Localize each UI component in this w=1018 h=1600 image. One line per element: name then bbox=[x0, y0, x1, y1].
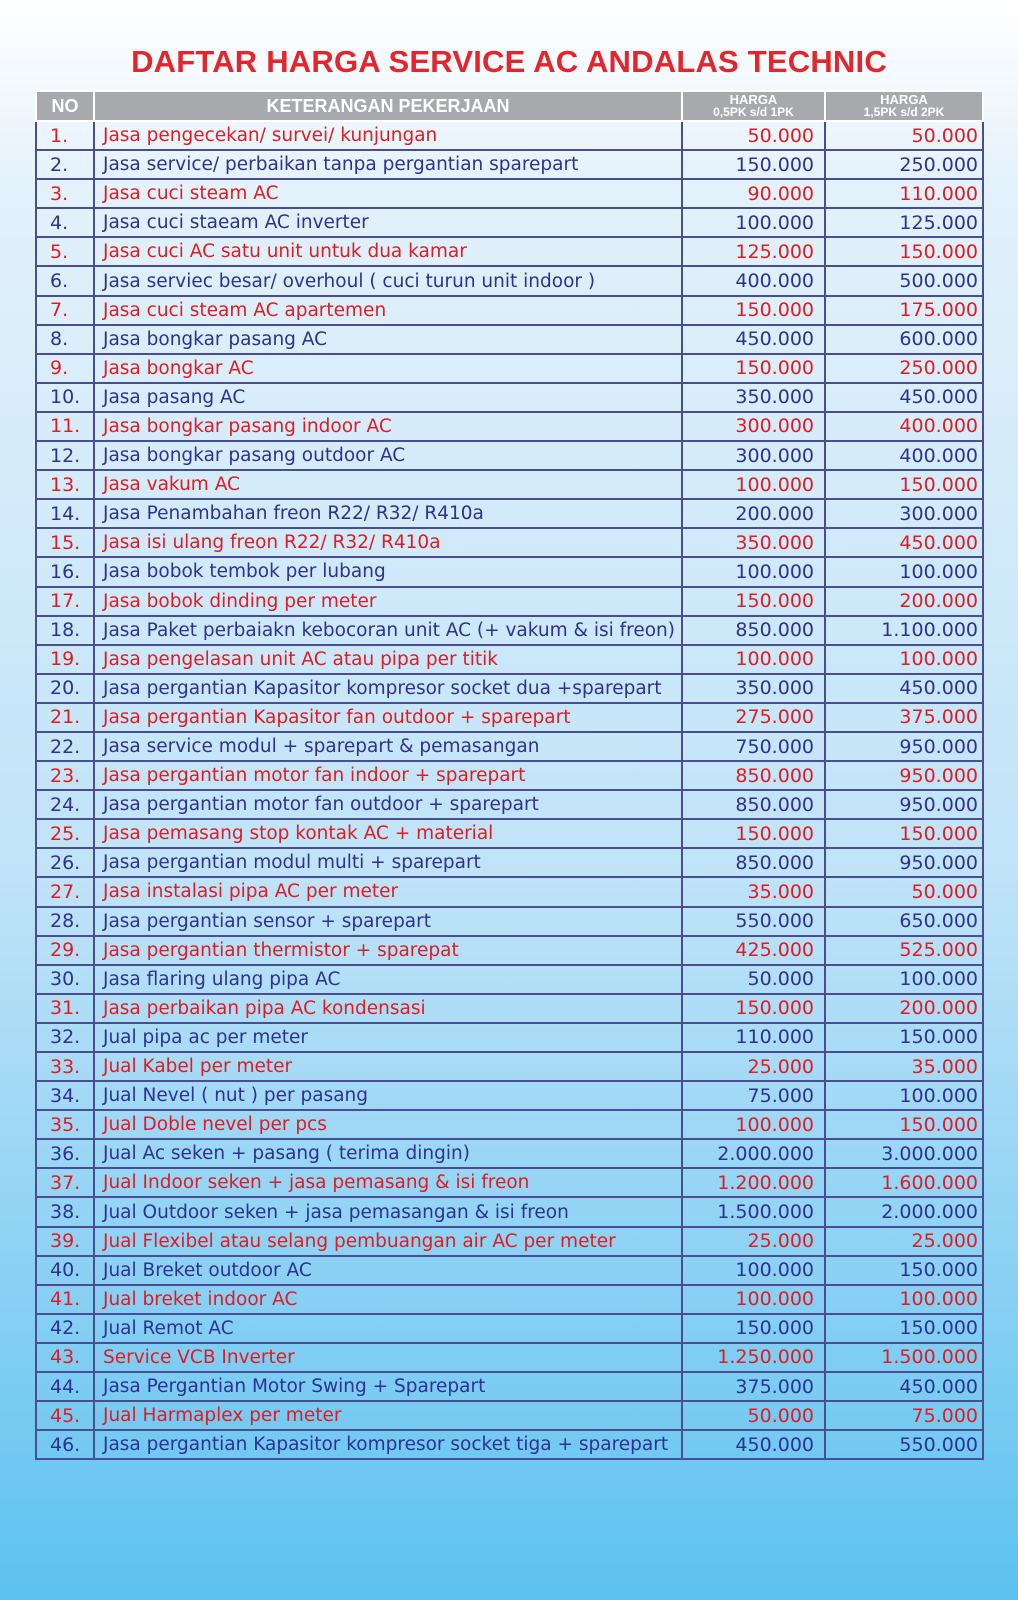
row-price-large: 175.000 bbox=[825, 296, 983, 325]
table-row bbox=[36, 470, 983, 499]
row-price-large: 950.000 bbox=[825, 761, 983, 790]
row-price-small: 1.200.000 bbox=[682, 1168, 825, 1197]
row-price-small: 300.000 bbox=[682, 412, 825, 441]
row-description: Jasa isi ulang freon R22/ R32/ R410a bbox=[94, 528, 682, 557]
table-row bbox=[36, 1081, 983, 1110]
row-price-small: 90.000 bbox=[682, 179, 825, 208]
row-number: 19. bbox=[36, 645, 94, 674]
row-price-large: 950.000 bbox=[825, 790, 983, 819]
row-number: 1. bbox=[36, 121, 94, 150]
row-description: Jasa instalasi pipa AC per meter bbox=[94, 877, 682, 906]
row-number: 43. bbox=[36, 1343, 94, 1372]
row-price-small: 100.000 bbox=[682, 208, 825, 237]
row-number: 17. bbox=[36, 587, 94, 616]
row-description: Jasa Paket perbaiakn kebocoran unit AC (+ vakum & isi freon) bbox=[94, 616, 682, 645]
row-number: 38. bbox=[36, 1197, 94, 1226]
row-price-large: 450.000 bbox=[825, 1372, 983, 1401]
row-number: 10. bbox=[36, 383, 94, 412]
row-description: Jasa pergantian motor fan indoor + sparepart bbox=[94, 761, 682, 790]
row-price-large: 450.000 bbox=[825, 528, 983, 557]
row-description: Jual Nevel ( nut ) per pasang bbox=[94, 1081, 682, 1110]
table-row bbox=[36, 1168, 983, 1197]
row-number: 44. bbox=[36, 1372, 94, 1401]
row-price-large: 450.000 bbox=[825, 674, 983, 703]
row-price-small: 150.000 bbox=[682, 296, 825, 325]
table-row bbox=[36, 208, 983, 237]
row-number: 40. bbox=[36, 1256, 94, 1285]
table-row bbox=[36, 1372, 983, 1401]
row-description: Jasa flaring ulang pipa AC bbox=[94, 965, 682, 994]
table-header-row bbox=[36, 91, 983, 121]
row-description: Jasa bongkar pasang outdoor AC bbox=[94, 441, 682, 470]
row-price-large: 375.000 bbox=[825, 703, 983, 732]
row-description: Jasa serviec besar/ overhoul ( cuci turun unit indoor ) bbox=[94, 266, 682, 295]
table-row bbox=[36, 877, 983, 906]
row-price-small: 150.000 bbox=[682, 150, 825, 179]
row-price-large: 250.000 bbox=[825, 354, 983, 383]
row-number: 22. bbox=[36, 732, 94, 761]
row-number: 5. bbox=[36, 237, 94, 266]
table-row bbox=[36, 674, 983, 703]
row-price-large: 200.000 bbox=[825, 994, 983, 1023]
header-price-large-title: HARGA bbox=[880, 92, 928, 107]
row-price-large: 150.000 bbox=[825, 237, 983, 266]
row-description: Jual Doble nevel per pcs bbox=[94, 1110, 682, 1139]
row-description: Jasa Penambahan freon R22/ R32/ R410a bbox=[94, 499, 682, 528]
table-row bbox=[36, 936, 983, 965]
table-row bbox=[36, 1430, 983, 1459]
row-number: 35. bbox=[36, 1110, 94, 1139]
row-price-small: 100.000 bbox=[682, 557, 825, 586]
row-description: Jasa cuci AC satu unit untuk dua kamar bbox=[94, 237, 682, 266]
table-row bbox=[36, 1052, 983, 1081]
row-number: 29. bbox=[36, 936, 94, 965]
row-price-large: 25.000 bbox=[825, 1227, 983, 1256]
row-price-large: 950.000 bbox=[825, 732, 983, 761]
row-number: 32. bbox=[36, 1023, 94, 1052]
row-description: Jasa pergantian Kapasitor fan outdoor + sparepart bbox=[94, 703, 682, 732]
row-description: Jasa cuci steam AC bbox=[94, 179, 682, 208]
row-price-small: 25.000 bbox=[682, 1052, 825, 1081]
row-price-small: 850.000 bbox=[682, 616, 825, 645]
table-row bbox=[36, 499, 983, 528]
row-number: 13. bbox=[36, 470, 94, 499]
table-row bbox=[36, 965, 983, 994]
row-number: 31. bbox=[36, 994, 94, 1023]
row-price-large: 525.000 bbox=[825, 936, 983, 965]
row-number: 26. bbox=[36, 848, 94, 877]
row-price-small: 150.000 bbox=[682, 587, 825, 616]
row-price-small: 50.000 bbox=[682, 121, 825, 150]
row-number: 3. bbox=[36, 179, 94, 208]
row-price-large: 150.000 bbox=[825, 1023, 983, 1052]
table-row bbox=[36, 296, 983, 325]
row-price-small: 150.000 bbox=[682, 819, 825, 848]
table-row bbox=[36, 1197, 983, 1226]
table-row bbox=[36, 1256, 983, 1285]
row-description: Jasa bongkar pasang AC bbox=[94, 325, 682, 354]
row-number: 28. bbox=[36, 907, 94, 936]
table-row bbox=[36, 412, 983, 441]
row-price-large: 100.000 bbox=[825, 1285, 983, 1314]
row-description: Jasa bobok tembok per lubang bbox=[94, 557, 682, 586]
row-price-small: 50.000 bbox=[682, 1401, 825, 1430]
row-price-large: 450.000 bbox=[825, 383, 983, 412]
row-description: Jasa pengelasan unit AC atau pipa per titik bbox=[94, 645, 682, 674]
row-price-large: 100.000 bbox=[825, 645, 983, 674]
table-row bbox=[36, 150, 983, 179]
price-table bbox=[35, 90, 984, 1460]
row-price-large: 550.000 bbox=[825, 1430, 983, 1459]
row-description: Jasa cuci staeam AC inverter bbox=[94, 208, 682, 237]
table-row bbox=[36, 1285, 983, 1314]
row-price-large: 100.000 bbox=[825, 1081, 983, 1110]
row-price-small: 25.000 bbox=[682, 1227, 825, 1256]
row-price-large: 1.500.000 bbox=[825, 1343, 983, 1372]
row-price-small: 125.000 bbox=[682, 237, 825, 266]
row-description: Jasa pengecekan/ survei/ kunjungan bbox=[94, 121, 682, 150]
row-description: Jasa pergantian thermistor + sparepat bbox=[94, 936, 682, 965]
table-row bbox=[36, 790, 983, 819]
table-row bbox=[36, 1401, 983, 1430]
table-row bbox=[36, 325, 983, 354]
row-price-small: 350.000 bbox=[682, 528, 825, 557]
row-price-small: 375.000 bbox=[682, 1372, 825, 1401]
table-row bbox=[36, 616, 983, 645]
row-number: 24. bbox=[36, 790, 94, 819]
row-price-large: 400.000 bbox=[825, 412, 983, 441]
row-description: Jasa bobok dinding per meter bbox=[94, 587, 682, 616]
row-price-large: 150.000 bbox=[825, 819, 983, 848]
row-description: Jasa pemasang stop kontak AC + material bbox=[94, 819, 682, 848]
row-price-small: 100.000 bbox=[682, 1285, 825, 1314]
row-number: 15. bbox=[36, 528, 94, 557]
row-price-small: 1.500.000 bbox=[682, 1197, 825, 1226]
row-price-large: 250.000 bbox=[825, 150, 983, 179]
row-price-large: 3.000.000 bbox=[825, 1139, 983, 1168]
row-number: 2. bbox=[36, 150, 94, 179]
row-price-large: 100.000 bbox=[825, 557, 983, 586]
row-number: 46. bbox=[36, 1430, 94, 1459]
row-price-small: 150.000 bbox=[682, 354, 825, 383]
table-row bbox=[36, 994, 983, 1023]
row-number: 7. bbox=[36, 296, 94, 325]
table-row bbox=[36, 121, 983, 150]
row-price-small: 35.000 bbox=[682, 877, 825, 906]
table-row bbox=[36, 732, 983, 761]
row-price-small: 75.000 bbox=[682, 1081, 825, 1110]
table-row bbox=[36, 266, 983, 295]
row-description: Jasa cuci steam AC apartemen bbox=[94, 296, 682, 325]
row-description: Jual pipa ac per meter bbox=[94, 1023, 682, 1052]
row-price-large: 400.000 bbox=[825, 441, 983, 470]
row-number: 14. bbox=[36, 499, 94, 528]
row-number: 45. bbox=[36, 1401, 94, 1430]
row-price-large: 75.000 bbox=[825, 1401, 983, 1430]
header-price-large bbox=[825, 91, 983, 121]
row-number: 4. bbox=[36, 208, 94, 237]
header-description: KETERANGAN PEKERJAAN bbox=[94, 91, 682, 121]
row-number: 39. bbox=[36, 1227, 94, 1256]
row-description: Jual Flexibel atau selang pembuangan air AC per meter bbox=[94, 1227, 682, 1256]
table-row bbox=[36, 645, 983, 674]
row-description: Jasa bongkar pasang indoor AC bbox=[94, 412, 682, 441]
row-number: 41. bbox=[36, 1285, 94, 1314]
row-price-large: 200.000 bbox=[825, 587, 983, 616]
row-number: 37. bbox=[36, 1168, 94, 1197]
row-price-small: 400.000 bbox=[682, 266, 825, 295]
row-number: 27. bbox=[36, 877, 94, 906]
row-number: 16. bbox=[36, 557, 94, 586]
table-row bbox=[36, 819, 983, 848]
row-price-large: 600.000 bbox=[825, 325, 983, 354]
row-price-large: 125.000 bbox=[825, 208, 983, 237]
table-row bbox=[36, 441, 983, 470]
row-price-large: 50.000 bbox=[825, 121, 983, 150]
row-description: Jasa pergantian modul multi + sparepart bbox=[94, 848, 682, 877]
row-description: Jual Outdoor seken + jasa pemasangan & isi freon bbox=[94, 1197, 682, 1226]
row-price-large: 150.000 bbox=[825, 470, 983, 499]
row-price-large: 650.000 bbox=[825, 907, 983, 936]
row-number: 11. bbox=[36, 412, 94, 441]
row-price-small: 1.250.000 bbox=[682, 1343, 825, 1372]
row-number: 18. bbox=[36, 616, 94, 645]
row-price-large: 150.000 bbox=[825, 1256, 983, 1285]
table-body bbox=[36, 121, 983, 1459]
header-price-large-range: 1,5PK s/d 2PK bbox=[863, 105, 945, 119]
row-description: Jasa bongkar AC bbox=[94, 354, 682, 383]
row-price-small: 100.000 bbox=[682, 645, 825, 674]
row-description: Jual Indoor seken + jasa pemasang & isi freon bbox=[94, 1168, 682, 1197]
table-row bbox=[36, 557, 983, 586]
row-price-small: 450.000 bbox=[682, 1430, 825, 1459]
row-price-small: 50.000 bbox=[682, 965, 825, 994]
row-price-large: 50.000 bbox=[825, 877, 983, 906]
row-number: 9. bbox=[36, 354, 94, 383]
row-price-small: 110.000 bbox=[682, 1023, 825, 1052]
row-price-small: 450.000 bbox=[682, 325, 825, 354]
header-price-small bbox=[682, 91, 825, 121]
row-price-large: 110.000 bbox=[825, 179, 983, 208]
table-row bbox=[36, 703, 983, 732]
row-description: Jasa pergantian Kapasitor kompresor socket tiga + sparepart bbox=[94, 1430, 682, 1459]
table-row bbox=[36, 528, 983, 557]
row-price-large: 35.000 bbox=[825, 1052, 983, 1081]
row-description: Jasa perbaikan pipa AC kondensasi bbox=[94, 994, 682, 1023]
row-number: 33. bbox=[36, 1052, 94, 1081]
row-number: 6. bbox=[36, 266, 94, 295]
row-price-large: 950.000 bbox=[825, 848, 983, 877]
row-number: 12. bbox=[36, 441, 94, 470]
row-description: Jual Kabel per meter bbox=[94, 1052, 682, 1081]
table-row bbox=[36, 587, 983, 616]
row-price-large: 1.600.000 bbox=[825, 1168, 983, 1197]
table-row bbox=[36, 354, 983, 383]
row-price-small: 2.000.000 bbox=[682, 1139, 825, 1168]
row-number: 42. bbox=[36, 1314, 94, 1343]
row-number: 34. bbox=[36, 1081, 94, 1110]
row-price-small: 275.000 bbox=[682, 703, 825, 732]
row-price-small: 850.000 bbox=[682, 761, 825, 790]
table-row bbox=[36, 761, 983, 790]
row-number: 8. bbox=[36, 325, 94, 354]
row-price-large: 100.000 bbox=[825, 965, 983, 994]
row-description: Jual Breket outdoor AC bbox=[94, 1256, 682, 1285]
row-description: Jasa pergantian Kapasitor kompresor socket dua +sparepart bbox=[94, 674, 682, 703]
row-description: Service VCB Inverter bbox=[94, 1343, 682, 1372]
row-description: Jual Ac seken + pasang ( terima dingin) bbox=[94, 1139, 682, 1168]
row-price-small: 550.000 bbox=[682, 907, 825, 936]
table-row bbox=[36, 907, 983, 936]
row-price-small: 350.000 bbox=[682, 674, 825, 703]
row-price-large: 2.000.000 bbox=[825, 1197, 983, 1226]
row-price-small: 850.000 bbox=[682, 848, 825, 877]
table-row bbox=[36, 1110, 983, 1139]
row-price-large: 300.000 bbox=[825, 499, 983, 528]
table-row bbox=[36, 1023, 983, 1052]
table-row bbox=[36, 1227, 983, 1256]
header-no: NO bbox=[36, 91, 94, 121]
row-price-small: 150.000 bbox=[682, 1314, 825, 1343]
row-description: Jasa pergantian motor fan outdoor + sparepart bbox=[94, 790, 682, 819]
row-description: Jual Remot AC bbox=[94, 1314, 682, 1343]
row-description: Jasa pasang AC bbox=[94, 383, 682, 412]
row-price-small: 300.000 bbox=[682, 441, 825, 470]
table-row bbox=[36, 1343, 983, 1372]
table-row bbox=[36, 237, 983, 266]
row-description: Jual breket indoor AC bbox=[94, 1285, 682, 1314]
row-number: 21. bbox=[36, 703, 94, 732]
row-number: 25. bbox=[36, 819, 94, 848]
row-description: Jasa pergantian sensor + sparepart bbox=[94, 907, 682, 936]
row-price-large: 150.000 bbox=[825, 1110, 983, 1139]
row-number: 30. bbox=[36, 965, 94, 994]
header-price-small-range: 0,5PK s/d 1PK bbox=[713, 105, 794, 119]
table-row bbox=[36, 1314, 983, 1343]
row-description: Jasa Pergantian Motor Swing + Sparepart bbox=[94, 1372, 682, 1401]
page-title: DAFTAR HARGA SERVICE AC ANDALAS TECHNIC bbox=[131, 44, 887, 79]
row-price-small: 100.000 bbox=[682, 1110, 825, 1139]
row-price-large: 150.000 bbox=[825, 1314, 983, 1343]
row-price-large: 1.100.000 bbox=[825, 616, 983, 645]
table-row bbox=[36, 848, 983, 877]
row-number: 20. bbox=[36, 674, 94, 703]
row-price-small: 150.000 bbox=[682, 994, 825, 1023]
row-price-large: 500.000 bbox=[825, 266, 983, 295]
table-row bbox=[36, 383, 983, 412]
row-price-small: 350.000 bbox=[682, 383, 825, 412]
row-description: Jasa service modul + sparepart & pemasangan bbox=[94, 732, 682, 761]
row-price-small: 200.000 bbox=[682, 499, 825, 528]
row-price-small: 100.000 bbox=[682, 470, 825, 499]
row-number: 23. bbox=[36, 761, 94, 790]
row-price-small: 750.000 bbox=[682, 732, 825, 761]
row-price-small: 425.000 bbox=[682, 936, 825, 965]
row-description: Jasa vakum AC bbox=[94, 470, 682, 499]
row-price-small: 100.000 bbox=[682, 1256, 825, 1285]
row-description: Jasa service/ perbaikan tanpa pergantian sparepart bbox=[94, 150, 682, 179]
row-description: Jual Harmaplex per meter bbox=[94, 1401, 682, 1430]
header-price-small-title: HARGA bbox=[729, 92, 778, 107]
table-row bbox=[36, 179, 983, 208]
table-row bbox=[36, 1139, 983, 1168]
row-number: 36. bbox=[36, 1139, 94, 1168]
row-price-small: 850.000 bbox=[682, 790, 825, 819]
